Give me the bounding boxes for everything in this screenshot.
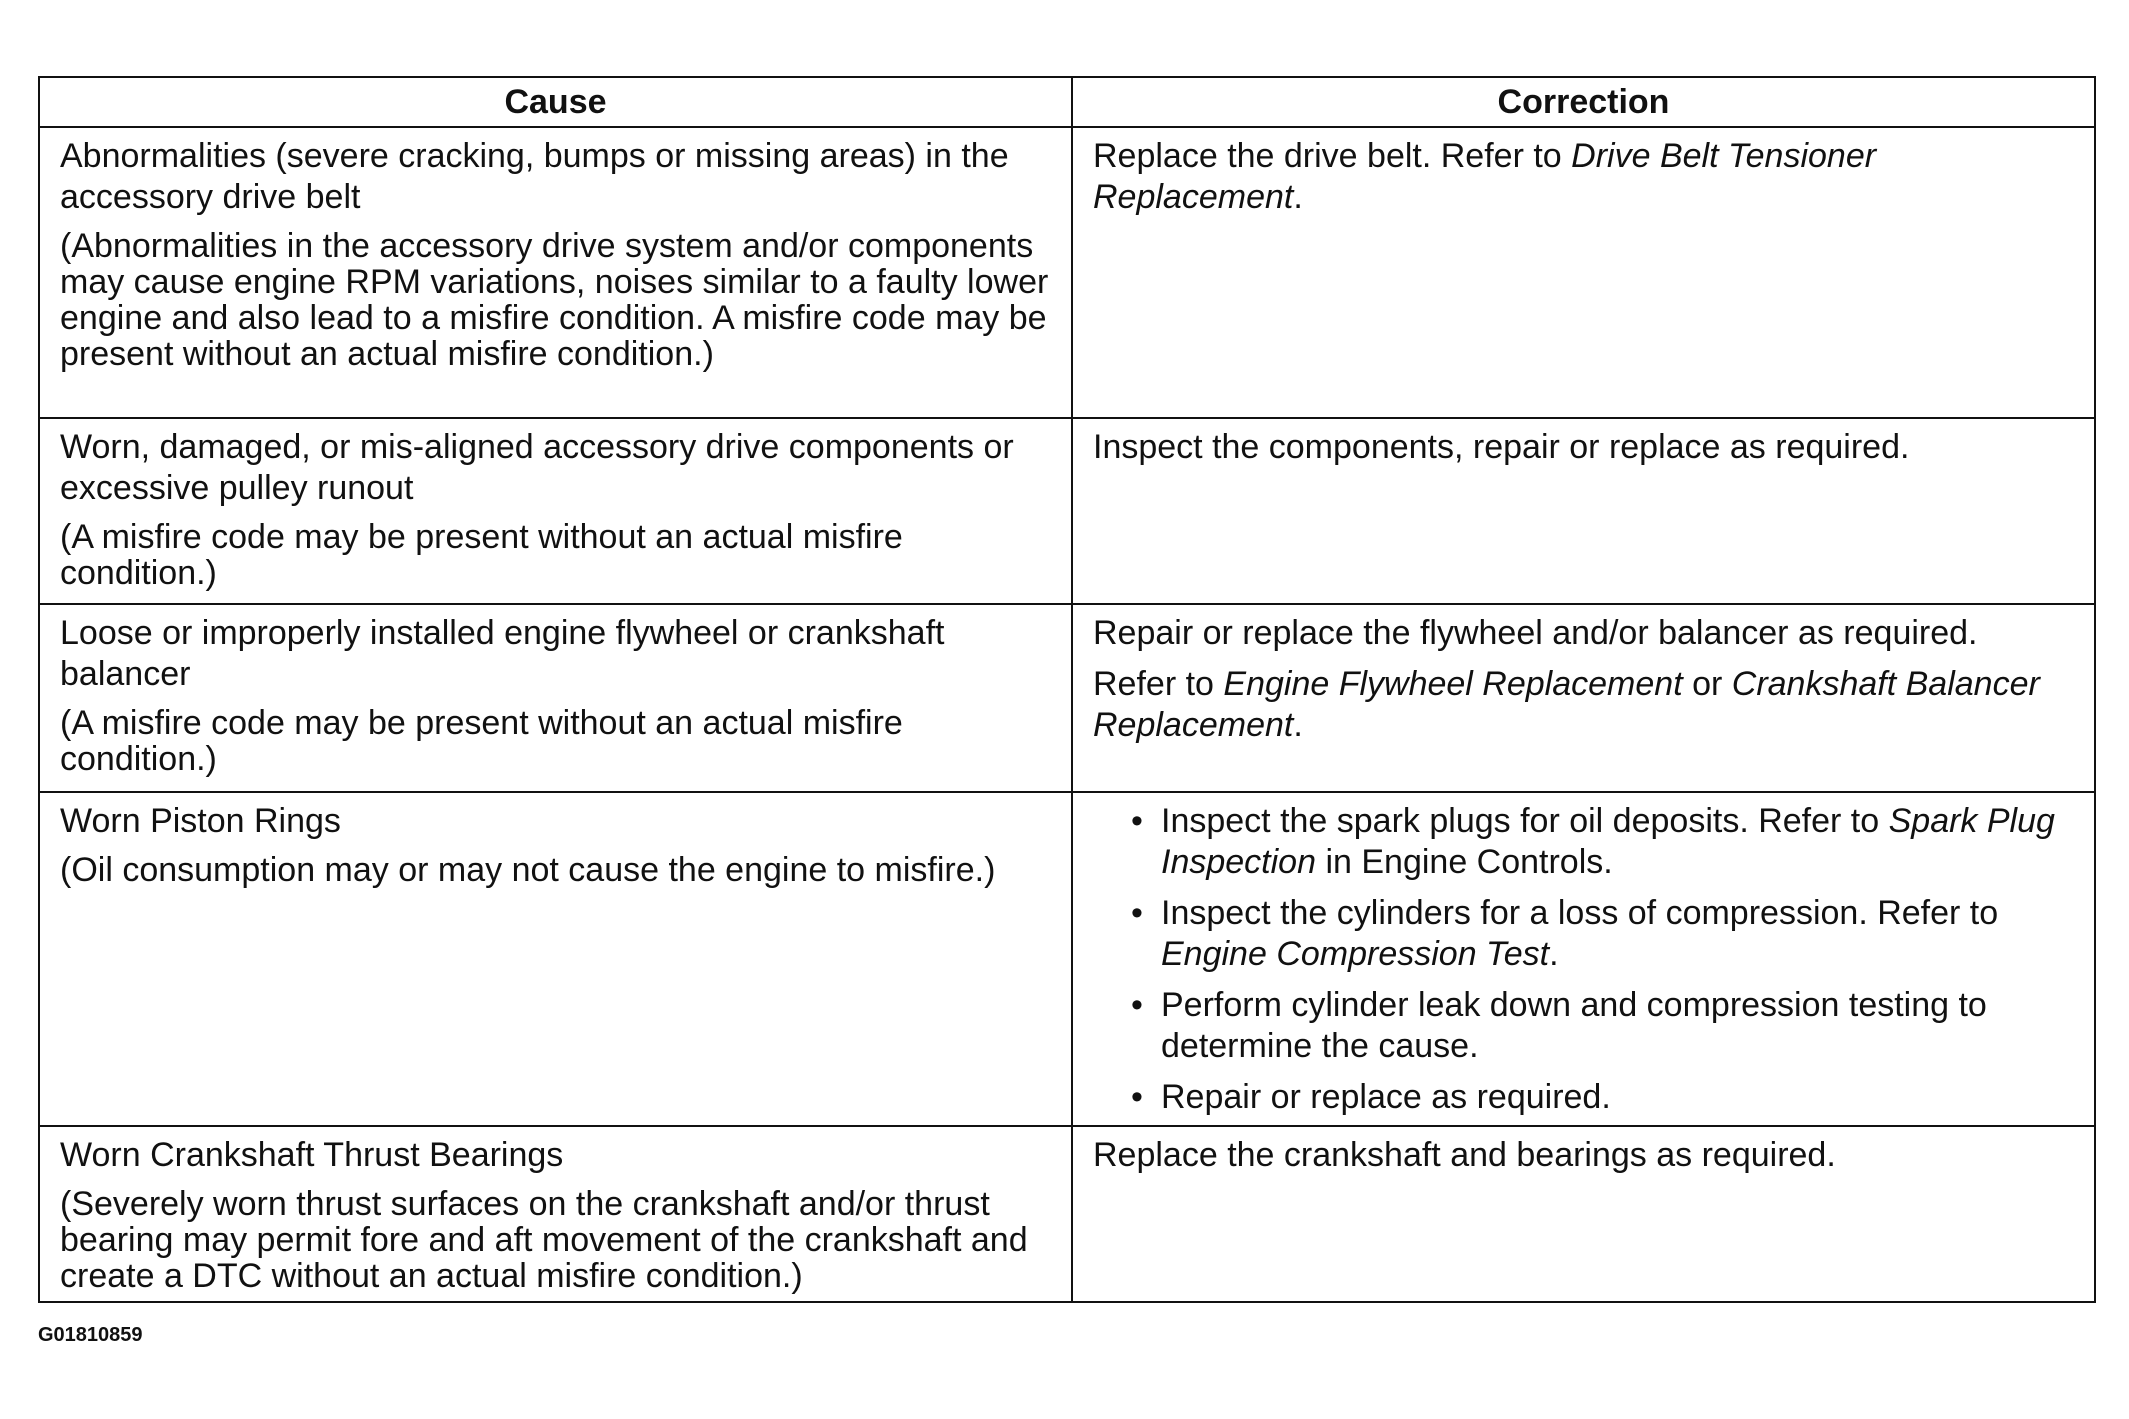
procedure-reference: Crankshaft Balancer Replacement bbox=[1093, 665, 2040, 744]
cause-text: Abnormalities (severe cracking, bumps or missing areas) in the accessory drive belt bbox=[60, 137, 1009, 216]
table-row bbox=[39, 792, 2095, 1126]
cause-cell bbox=[39, 792, 1072, 1126]
correction-text bbox=[1093, 136, 2084, 218]
list-item bbox=[1131, 893, 2084, 975]
correction-cell bbox=[1072, 604, 2095, 792]
cause-text: Worn Piston Rings bbox=[60, 802, 341, 840]
table-row bbox=[39, 1126, 2095, 1302]
correction-text-part: . bbox=[1293, 178, 1303, 216]
diagnostic-table bbox=[38, 76, 2096, 1303]
cause-cell bbox=[39, 604, 1072, 792]
bullet-icon: • bbox=[1131, 802, 1143, 840]
bullet-icon: • bbox=[1131, 1078, 1143, 1116]
column-header-cause: Cause bbox=[39, 77, 1072, 127]
correction-text bbox=[1093, 664, 2084, 746]
table-row bbox=[39, 418, 2095, 604]
cause-note: (A misfire code may be present without an actual misfire condition.) bbox=[60, 518, 903, 592]
correction-text-part: Inspect the cylinders for a loss of compression. Refer to bbox=[1161, 894, 1999, 932]
list-item bbox=[1131, 1077, 2084, 1118]
table-row bbox=[39, 604, 2095, 792]
correction-text: Repair or replace the flywheel and/or balancer as required. bbox=[1093, 614, 1978, 652]
procedure-reference: Drive Belt Tensioner Replacement bbox=[1093, 137, 1877, 216]
correction-text-part: Perform cylinder leak down and compression testing to determine the cause. bbox=[1161, 986, 1987, 1065]
bullet-icon: • bbox=[1131, 986, 1143, 1024]
cause-cell bbox=[39, 418, 1072, 604]
list-item bbox=[1131, 801, 2084, 883]
correction-bullet-list bbox=[1093, 801, 2084, 1118]
correction-text-part: or bbox=[1682, 665, 1732, 703]
correction-cell bbox=[1072, 1126, 2095, 1302]
correction-text-part: Refer to bbox=[1093, 665, 1224, 703]
cause-cell bbox=[39, 1126, 1072, 1302]
correction-text-part: Replace the drive belt. Refer to bbox=[1093, 137, 1572, 175]
correction-text-part: Repair or replace as required. bbox=[1161, 1078, 1611, 1116]
table-header-row bbox=[39, 77, 2095, 127]
procedure-reference: Spark Plug Inspection bbox=[1161, 802, 2055, 881]
cause-text: Loose or improperly installed engine flywheel or crankshaft balancer bbox=[60, 614, 945, 693]
correction-text-part: . bbox=[1293, 706, 1303, 744]
cause-note: (Severely worn thrust surfaces on the crankshaft and/or thrust bearing may permit fore and aft movement of the crankshaft and create a DTC without an actual misfire condition.) bbox=[60, 1185, 1028, 1295]
column-header-correction: Correction bbox=[1072, 77, 2095, 127]
table-row bbox=[39, 127, 2095, 418]
list-item bbox=[1131, 985, 2084, 1067]
correction-text: Replace the crankshaft and bearings as required. bbox=[1093, 1136, 1836, 1174]
cause-note: (Abnormalities in the accessory drive system and/or components may cause engine RPM variations, noises similar to a faulty lower engine and also lead to a misfire condition. A misfire code may be present without an actual misfire condition.) bbox=[60, 227, 1049, 373]
correction-text-part: Inspect the spark plugs for oil deposits. Refer to bbox=[1161, 802, 1889, 840]
figure-id-label: G01810859 bbox=[38, 1324, 143, 1346]
cause-text: Worn, damaged, or mis-aligned accessory drive components or excessive pulley runout bbox=[60, 428, 1014, 507]
procedure-reference: Engine Compression Test bbox=[1161, 935, 1550, 973]
correction-cell bbox=[1072, 418, 2095, 604]
correction-text: Inspect the components, repair or replace as required. bbox=[1093, 428, 1910, 466]
bullet-icon: • bbox=[1131, 894, 1143, 932]
cause-note: (A misfire code may be present without an actual misfire condition.) bbox=[60, 704, 903, 778]
correction-text-part: in Engine Controls. bbox=[1316, 843, 1613, 881]
correction-cell bbox=[1072, 127, 2095, 418]
cause-text: Worn Crankshaft Thrust Bearings bbox=[60, 1136, 564, 1174]
correction-cell bbox=[1072, 792, 2095, 1126]
correction-text-part: . bbox=[1549, 935, 1559, 973]
procedure-reference: Engine Flywheel Replacement bbox=[1223, 665, 1683, 703]
cause-note: (Oil consumption may or may not cause the engine to misfire.) bbox=[60, 851, 996, 889]
cause-cell bbox=[39, 127, 1072, 418]
